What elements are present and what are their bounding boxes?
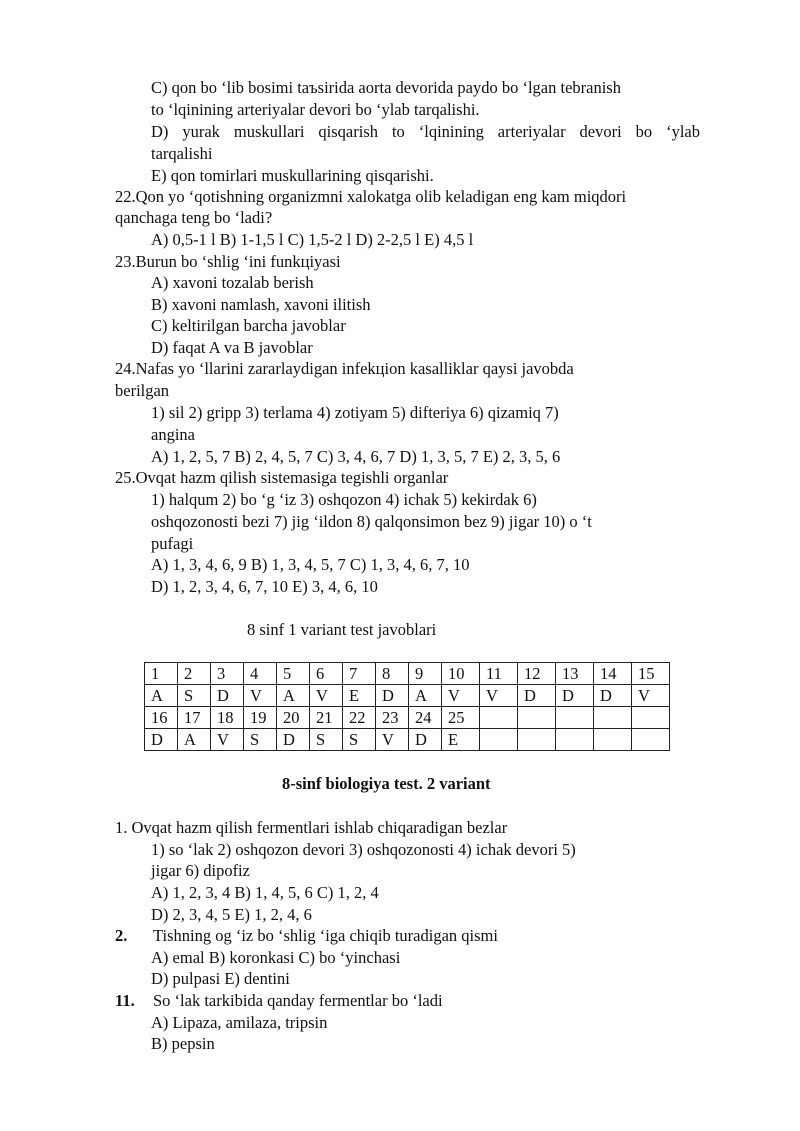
answer-table-cell xyxy=(518,729,556,751)
answer-table-cell: 14 xyxy=(594,663,632,685)
answer-table-cell: 5 xyxy=(277,663,310,685)
v2-q11-option-a: A) Lipaza, amilaza, tripsin xyxy=(151,1013,328,1032)
v2-q1-items-line1: 1) so ‘lak 2) oshqozon devori 3) oshqozonosti 4) ichak devori 5) xyxy=(151,840,576,859)
q24-title-line1: 24.Nafas yo ‘llarini zararlaydigan infekцion kasalliklar qaysi javobda xyxy=(115,359,574,378)
answer-table-cell xyxy=(480,707,518,729)
answer-table-cell xyxy=(594,707,632,729)
q24-items-line1: 1) sil 2) gripp 3) terlama 4) zotiyam 5) difteriya 6) qizamiq 7) xyxy=(151,403,559,422)
v2-q1-title: 1. Ovqat hazm qilish fermentlari ishlab chiqaradigan bezlar xyxy=(115,818,508,837)
q25-options-line2: D) 1, 2, 3, 4, 6, 7, 10 E) 3, 4, 6, 10 xyxy=(151,577,378,596)
answer-table-cell: V xyxy=(480,685,518,707)
answer-table-cell xyxy=(556,707,594,729)
q22-options: A) 0,5-1 l B) 1-1,5 l C) 1,5-2 l D) 2-2,5 l E) 4,5 l xyxy=(151,230,474,249)
answer-table-cell: V xyxy=(376,729,409,751)
variant2-title: 8-sinf biologiya test. 2 variant xyxy=(282,774,491,793)
answer-table-cell xyxy=(518,707,556,729)
v2-q2-options-line1: A) emal B) koronkasi C) bo ‘yinchasi xyxy=(151,948,401,967)
answer-table-cell: 18 xyxy=(211,707,244,729)
answer-table-cell: 11 xyxy=(480,663,518,685)
answer-table-row xyxy=(145,685,670,707)
answer-table-cell xyxy=(556,729,594,751)
answer-table-cell: A xyxy=(277,685,310,707)
v2-q1-options-line2: D) 2, 3, 4, 5 E) 1, 2, 4, 6 xyxy=(151,905,312,924)
q22-title-line1: 22.Qon yo ‘qotishning organizmni xalokatga olib keladigan eng kam miqdori xyxy=(115,187,627,206)
answer-table-cell: D xyxy=(376,685,409,707)
answer-table-cell: D xyxy=(277,729,310,751)
answer-table-cell: 9 xyxy=(409,663,442,685)
answers-heading: 8 sinf 1 variant test javoblari xyxy=(247,620,437,639)
q23-option-d: D) faqat A va B javoblar xyxy=(151,338,313,357)
q23-option-b: B) xavoni namlash, xavoni ilitish xyxy=(151,295,371,314)
q21-option-d-line1: D) yurak muskullari qisqarish to ‘lqinining arteriyalar devori bo ‘ylab xyxy=(151,122,700,141)
q23-option-c: C) keltirilgan barcha javoblar xyxy=(151,316,346,335)
answer-table-cell: 12 xyxy=(518,663,556,685)
answer-table-cell: 3 xyxy=(211,663,244,685)
answer-table-cell: 21 xyxy=(310,707,343,729)
answer-table-cell: 17 xyxy=(178,707,211,729)
q21-option-c-line2: to ‘lqinining arteriyalar devori bo ‘ylab tarqalishi. xyxy=(151,100,480,119)
q24-options: A) 1, 2, 5, 7 B) 2, 4, 5, 7 C) 3, 4, 6, 7 D) 1, 3, 5, 7 E) 2, 3, 5, 6 xyxy=(151,447,561,466)
answer-table-cell: 8 xyxy=(376,663,409,685)
answer-table-cell: E xyxy=(343,685,376,707)
answer-table-cell: S xyxy=(310,729,343,751)
q25-items-line2: oshqozonosti bezi 7) jig ‘ildon 8) qalqonsimon bez 9) jigar 10) o ‘t xyxy=(151,512,592,531)
answer-table-cell: A xyxy=(409,685,442,707)
answer-table-cell: D xyxy=(145,729,178,751)
q25-title: 25.Ovqat hazm qilish sistemasiga tegishli organlar xyxy=(115,468,449,487)
q21-option-e: E) qon tomirlari muskullarining qisqarishi. xyxy=(151,166,434,185)
answer-table-cell: 7 xyxy=(343,663,376,685)
v2-q11-option-b: B) pepsin xyxy=(151,1034,215,1053)
answer-table-cell: 20 xyxy=(277,707,310,729)
answer-table-cell: 6 xyxy=(310,663,343,685)
answer-table-cell: 2 xyxy=(178,663,211,685)
q24-title-line2: berilgan xyxy=(115,381,170,400)
answer-table-cell: 25 xyxy=(442,707,480,729)
answer-table-cell: 15 xyxy=(632,663,670,685)
v2-q2-options-line2: D) pulpasi E) dentini xyxy=(151,969,290,988)
q22-title-line2: qanchaga teng bo ‘ladi? xyxy=(115,208,273,227)
v2-q11-title: So ‘lak tarkibida qanday fermentlar bo ‘ladi xyxy=(153,991,443,1010)
answer-table-cell: V xyxy=(442,685,480,707)
q23-title: 23.Burun bo ‘shlig ‘ini funkцiyasi xyxy=(115,252,341,271)
answer-table-cell: 23 xyxy=(376,707,409,729)
answer-table-cell: A xyxy=(145,685,178,707)
answer-table-cell: A xyxy=(178,729,211,751)
q25-options-line1: A) 1, 3, 4, 6, 9 B) 1, 3, 4, 5, 7 C) 1, 3, 4, 6, 7, 10 xyxy=(151,555,470,574)
v2-q1-items-line2: jigar 6) dipofiz xyxy=(151,861,250,880)
answer-table-cell: D xyxy=(409,729,442,751)
answer-key-table xyxy=(144,662,670,751)
answer-table-cell xyxy=(480,729,518,751)
answer-table-cell: 10 xyxy=(442,663,480,685)
answer-table-row xyxy=(145,707,670,729)
answer-table-cell: S xyxy=(244,729,277,751)
q21-option-d-line2: tarqalishi xyxy=(151,144,213,163)
answer-table-cell: 22 xyxy=(343,707,376,729)
answer-table-cell: V xyxy=(211,729,244,751)
answer-table-cell: 19 xyxy=(244,707,277,729)
v2-q11-number: 11. xyxy=(115,991,135,1010)
answer-table-cell xyxy=(594,729,632,751)
answer-table-cell: S xyxy=(343,729,376,751)
q21-option-c-line1: C) qon bo ‘lib bosimi taъsirida aorta devorida paydo bo ‘lgan tebranish xyxy=(151,78,621,97)
answer-table-cell: S xyxy=(178,685,211,707)
v2-q1-options-line1: A) 1, 2, 3, 4 B) 1, 4, 5, 6 C) 1, 2, 4 xyxy=(151,883,379,902)
answer-table-cell: D xyxy=(211,685,244,707)
answer-table-cell: D xyxy=(556,685,594,707)
answer-table-cell: V xyxy=(310,685,343,707)
v2-q2-number: 2. xyxy=(115,926,128,945)
answer-table-cell: V xyxy=(632,685,670,707)
answer-table-cell: E xyxy=(442,729,480,751)
q25-items-line3: pufagi xyxy=(151,534,194,553)
q25-items-line1: 1) halqum 2) bo ‘g ‘iz 3) oshqozon 4) ichak 5) kekirdak 6) xyxy=(151,490,537,509)
answer-table-cell: 4 xyxy=(244,663,277,685)
answer-table-cell: D xyxy=(518,685,556,707)
answer-table-row xyxy=(145,729,670,751)
q24-items-line2: angina xyxy=(151,425,195,444)
answer-table-cell: D xyxy=(594,685,632,707)
answer-table-cell: 24 xyxy=(409,707,442,729)
q23-option-a: A) xavoni tozalab berish xyxy=(151,273,314,292)
answer-table-cell: 13 xyxy=(556,663,594,685)
v2-q2-title: Tishning og ‘iz bo ‘shlig ‘iga chiqib turadigan qismi xyxy=(153,926,498,945)
answer-table-cell xyxy=(632,707,670,729)
answer-table-row xyxy=(145,663,670,685)
answer-table-cell xyxy=(632,729,670,751)
answer-table-cell: V xyxy=(244,685,277,707)
answer-table-cell: 16 xyxy=(145,707,178,729)
answer-table-cell: 1 xyxy=(145,663,178,685)
